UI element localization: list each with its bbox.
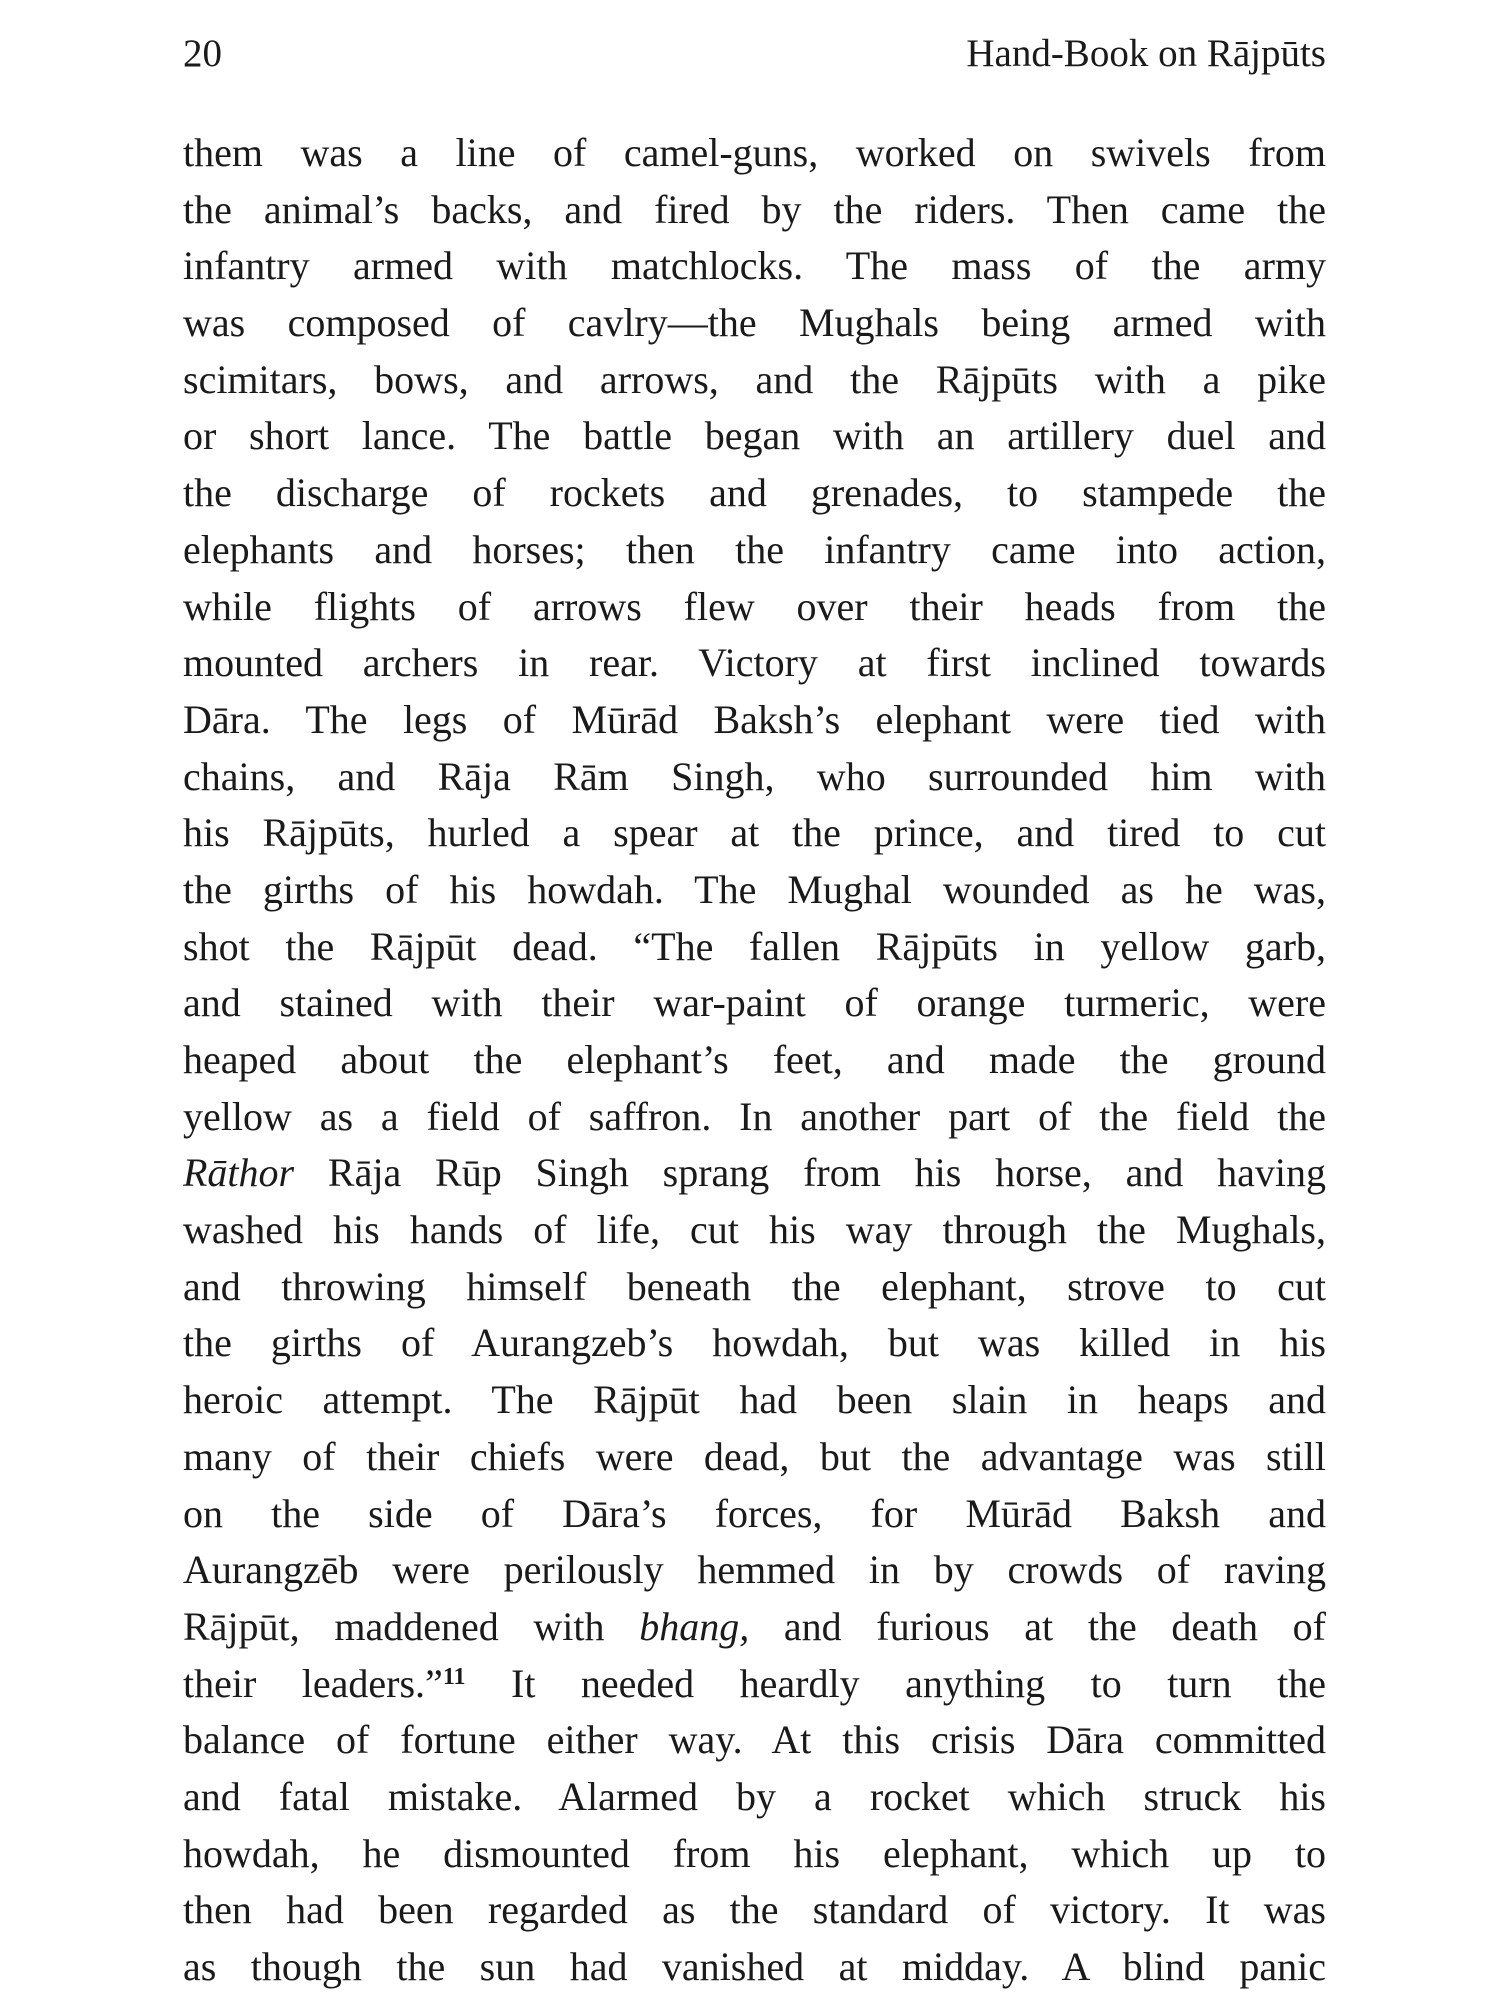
text-line xyxy=(183,1486,1326,1543)
text-segment: chains, and Rāja Rām Singh, who surrounded him with xyxy=(183,753,1326,799)
text-line xyxy=(183,1882,1326,1939)
text-segment: his Rājpūts, hurled a spear at the prince, and tired to cut xyxy=(183,810,1326,856)
text-segment: Dāra. The legs of Mūrād Baksh’s elephant were tied with xyxy=(183,696,1326,742)
text-segment: as though the sun had vanished at midday. A blind panic xyxy=(183,1944,1326,1989)
text-line xyxy=(183,805,1326,862)
text-segment: balance of fortune either way. At this crisis Dāra committed xyxy=(183,1717,1326,1763)
text-segment: on the side of Dāra’s forces, for Mūrād Baksh and xyxy=(183,1490,1326,1536)
text-line xyxy=(183,1429,1326,1486)
text-segment: the discharge of rockets and grenades, to stampede the xyxy=(183,470,1326,516)
text-line xyxy=(183,465,1326,522)
text-line xyxy=(183,1542,1326,1599)
text-segment: mounted archers in rear. Victory at first inclined towards xyxy=(183,640,1326,686)
text-segment: Rājpūt, maddened with xyxy=(183,1603,640,1649)
text-segment: them was a line of camel-guns, worked on swivels from xyxy=(183,130,1326,175)
text-segment: their leaders.” xyxy=(183,1660,443,1706)
text-segment: howdah, he dismounted from his elephant, which up to xyxy=(183,1830,1326,1876)
text-segment: shot the Rājpūt dead. “The fallen Rājpūts in yellow garb, xyxy=(183,923,1326,969)
running-header-title: Hand-Book on Rājpūts xyxy=(966,32,1326,75)
text-segment: infantry armed with matchlocks. The mass of the army xyxy=(183,243,1326,289)
text-line xyxy=(183,635,1326,692)
text-segment: and fatal mistake. Alarmed by a rocket which struck his xyxy=(183,1773,1326,1819)
text-line xyxy=(183,238,1326,295)
italic-term: bhang, xyxy=(639,1603,750,1649)
body-text xyxy=(183,125,1326,1996)
text-segment: while flights of arrows flew over their heads from the xyxy=(183,583,1326,629)
text-line xyxy=(183,182,1326,239)
text-line xyxy=(183,1089,1326,1146)
text-segment: Aurangzēb were perilously hemmed in by crowds of raving xyxy=(183,1547,1326,1593)
text-segment: was composed of cavlry—the Mughals being armed with xyxy=(183,300,1326,346)
text-line xyxy=(183,125,1326,182)
text-line xyxy=(183,522,1326,579)
text-line xyxy=(183,1599,1326,1656)
text-segment: the girths of Aurangzeb’s howdah, but was killed in his xyxy=(183,1320,1326,1366)
text-segment: or short lance. The battle began with an artillery duel and xyxy=(183,413,1326,459)
text-segment: washed his hands of life, cut his way through the Mughals, xyxy=(183,1207,1326,1253)
text-line xyxy=(183,862,1326,919)
text-segment: heaped about the elephant’s feet, and made the ground xyxy=(183,1037,1326,1082)
text-line xyxy=(183,1372,1326,1429)
text-line xyxy=(183,579,1326,636)
text-line xyxy=(183,1259,1326,1316)
text-line xyxy=(183,692,1326,749)
text-segment: many of their chiefs were dead, but the advantage was still xyxy=(183,1433,1326,1479)
text-segment: Rāja Rūp Singh sprang from his horse, and having xyxy=(294,1150,1326,1196)
text-segment: and throwing himself beneath the elephant, strove to cut xyxy=(183,1263,1326,1309)
italic-term: Rāthor xyxy=(183,1150,295,1196)
text-segment: then had been regarded as the standard of victory. It was xyxy=(183,1887,1326,1933)
text-segment: the animal’s backs, and fired by the riders. Then came the xyxy=(183,186,1326,232)
text-line xyxy=(183,1656,1326,1713)
text-segment: elephants and horses; then the infantry came into action, xyxy=(183,526,1326,572)
text-segment: and stained with their war-paint of orange turmeric, were xyxy=(183,980,1326,1026)
text-segment: yellow as a field of saffron. In another part of the field the xyxy=(183,1093,1326,1139)
text-line xyxy=(183,919,1326,976)
text-line xyxy=(183,1939,1326,1996)
text-line xyxy=(183,1145,1326,1202)
text-line xyxy=(183,408,1326,465)
text-segment: and furious at the death of xyxy=(749,1603,1326,1649)
text-segment: scimitars, bows, and arrows, and the Rājpūts with a pike xyxy=(183,356,1326,402)
text-segment: heroic attempt. The Rājpūt had been slain in heaps and xyxy=(183,1377,1326,1423)
text-line xyxy=(183,295,1326,352)
text-line xyxy=(183,749,1326,806)
text-line xyxy=(183,1712,1326,1769)
footnote-marker: 11 xyxy=(442,1663,466,1690)
text-line xyxy=(183,1315,1326,1372)
text-segment: the girths of his howdah. The Mughal wounded as he was, xyxy=(183,866,1326,912)
text-line xyxy=(183,1032,1326,1089)
text-line xyxy=(183,975,1326,1032)
text-segment: It needed heardly anything to turn the xyxy=(465,1660,1326,1706)
text-line xyxy=(183,1202,1326,1259)
text-line xyxy=(183,1769,1326,1826)
text-line xyxy=(183,352,1326,409)
page-number: 20 xyxy=(183,32,222,75)
text-line xyxy=(183,1826,1326,1883)
